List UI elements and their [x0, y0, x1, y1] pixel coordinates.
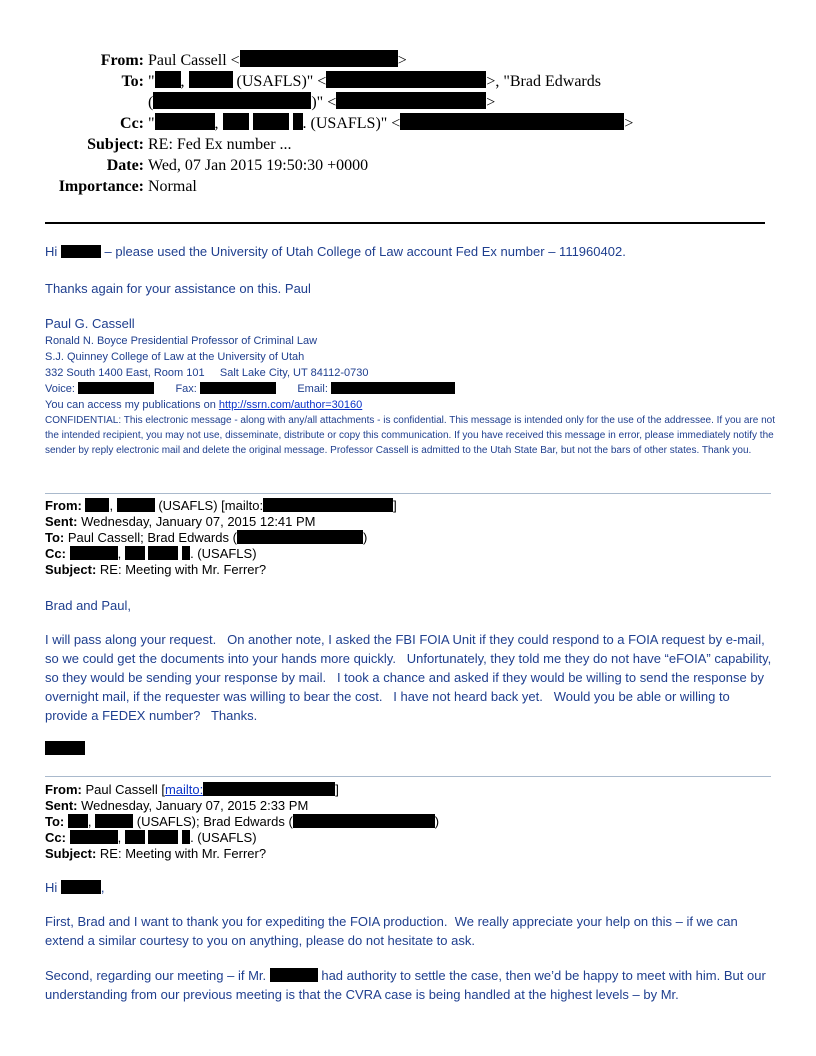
msg2-body: I will pass along your request. On another note, I asked the FBI FOIA Unit if they could respond to a FOIA request by e-mail, so we could get the documents into your hands more quickly. Unfortunately, they told me they do not have “eFOIA” capability, so they would be sending your response by mail. I took a chance and asked if they would be willing to send the response by overnight mail, if the requester was willing to bear the cost. I have not heard back yet. Would you be able or willing to provide a FEDEX number? Thanks. — [45, 632, 775, 723]
redaction — [270, 968, 318, 982]
redaction — [155, 71, 181, 88]
signature-title: Ronald N. Boyce Presidential Professor of Criminal Law — [45, 335, 318, 347]
signature-contacts: Voice: Fax: Email: — [45, 381, 455, 397]
msg3-paragraph-1: First, Brad and I want to thank you for expediting the FOIA production. We really appreciate your help on this – if we can extend a similar courtesy to you on anything, please do not hesitate to ask. — [45, 914, 742, 948]
cc-label: Cc: — [120, 115, 144, 132]
reply-greeting: Hi – please used the University of Utah College of Law account Fed Ex number – 111960402. — [45, 244, 626, 259]
confidentiality-notice: CONFIDENTIAL: This electronic message - along with any/all attachments - is confidential. This message is intended only for the use of the addressee. If you are not the intended recipient, you may not use, disseminate, distribute or copy this communication. If you have received this message in error, please immediately notify the sender by reply electronic mail and delete the original message. Professor Cassell is admitted to the Utah State Bar, but not the bars of other states. Thank you. — [45, 415, 775, 456]
msg3-from: From: Paul Cassell [mailto: ] — [45, 782, 339, 797]
redaction — [61, 245, 101, 258]
redaction — [117, 498, 155, 512]
redaction — [125, 546, 145, 560]
reply-thanks: Thanks again for your assistance on this. Paul — [45, 281, 311, 296]
redaction — [155, 113, 215, 130]
redaction — [200, 382, 276, 394]
subject-label: Subject: — [87, 136, 144, 153]
redaction — [148, 830, 178, 844]
redaction — [240, 50, 398, 67]
msg2-to: To: Paul Cassell; Brad Edwards ( ) — [45, 530, 368, 545]
redaction — [182, 546, 190, 560]
redaction — [237, 530, 363, 544]
msg2-salutation: Brad and Paul, — [45, 598, 132, 613]
header-subject-row — [0, 134, 816, 155]
msg3-paragraph-2: Second, regarding our meeting – if Mr. had authority to settle the case, then we’d be happy to meet with him. But our understanding from our previous meeting is that the CVRA case is being handled at the highest levels – by Mr. — [45, 968, 766, 1002]
redaction — [400, 113, 624, 130]
msg3-to: To: , (USAFLS); Brad Edwards ( ) — [45, 814, 440, 829]
signature-name: Paul G. Cassell — [45, 316, 135, 331]
ssrn-link[interactable]: http://ssrn.com/author=30160 — [218, 399, 363, 411]
date-label: Date: — [106, 157, 144, 174]
to-value: (USAFLS)" < — [232, 73, 327, 90]
signature-address: 332 South 1400 East, Room 101 Salt Lake City, UT 84112-0730 — [45, 367, 369, 379]
to-label: To: — [121, 73, 144, 90]
header-to-row-cont: ( )" < > — [148, 94, 496, 111]
importance-label: Importance: — [58, 178, 144, 195]
email-header — [0, 50, 816, 197]
redaction — [223, 113, 249, 130]
msg3-greeting: Hi , — [45, 880, 105, 895]
msg2-cc: Cc: , . (USAFLS) — [45, 546, 257, 561]
header-cc-row: Cc: " , . (USAFLS)" < > — [120, 115, 634, 132]
signature-school: S.J. Quinney College of Law at the University of Utah — [45, 351, 305, 363]
header-to-row: To: " , (USAFLS)" < >, "Brad Edwards — [121, 73, 601, 90]
redaction — [78, 382, 154, 394]
from-label: From: — [100, 52, 144, 69]
cc-value: . (USAFLS)" < — [302, 115, 401, 132]
header-divider — [45, 222, 765, 224]
message-separator — [45, 776, 771, 777]
msg2-from: From: , (USAFLS) [mailto: ] — [45, 498, 397, 513]
from-value: Paul Cassell < — [148, 52, 240, 69]
redaction — [182, 830, 190, 844]
redaction — [85, 498, 109, 512]
redaction — [95, 814, 133, 828]
redaction — [253, 113, 289, 130]
date-value: Wed, 07 Jan 2015 19:50:30 +0000 — [148, 157, 369, 174]
header-date-row — [0, 155, 816, 176]
msg2-sent: Sent: Wednesday, January 07, 2015 12:41 PM — [45, 514, 316, 529]
redaction — [153, 92, 311, 109]
redaction — [263, 498, 393, 512]
redaction — [326, 71, 486, 88]
redaction — [68, 814, 88, 828]
subject-value: RE: Fed Ex number ... — [148, 136, 292, 153]
redaction — [293, 814, 435, 828]
message-separator — [45, 493, 771, 494]
mailto-link[interactable]: mailto: — [164, 782, 204, 797]
redaction — [203, 782, 335, 796]
msg2-subject: Subject: RE: Meeting with Mr. Ferrer? — [45, 562, 267, 577]
redaction — [336, 92, 486, 109]
header-from-row: From: Paul Cassell < > — [100, 52, 407, 69]
redaction — [61, 880, 101, 894]
redaction — [70, 546, 118, 560]
importance-value: Normal — [148, 178, 197, 195]
redaction — [70, 830, 118, 844]
msg3-subject: Subject: RE: Meeting with Mr. Ferrer? — [45, 846, 267, 861]
header-importance-row — [0, 176, 816, 197]
redaction — [148, 546, 178, 560]
redaction — [189, 71, 233, 88]
redacted-signature — [45, 741, 85, 755]
signature-publications: You can access my publications on http://ssrn.com/author=30160 — [45, 399, 363, 411]
redaction — [125, 830, 145, 844]
msg3-cc: Cc: , . (USAFLS) — [45, 830, 257, 845]
redaction — [331, 382, 455, 394]
msg3-sent: Sent: Wednesday, January 07, 2015 2:33 PM — [45, 798, 309, 813]
redaction — [293, 113, 303, 130]
